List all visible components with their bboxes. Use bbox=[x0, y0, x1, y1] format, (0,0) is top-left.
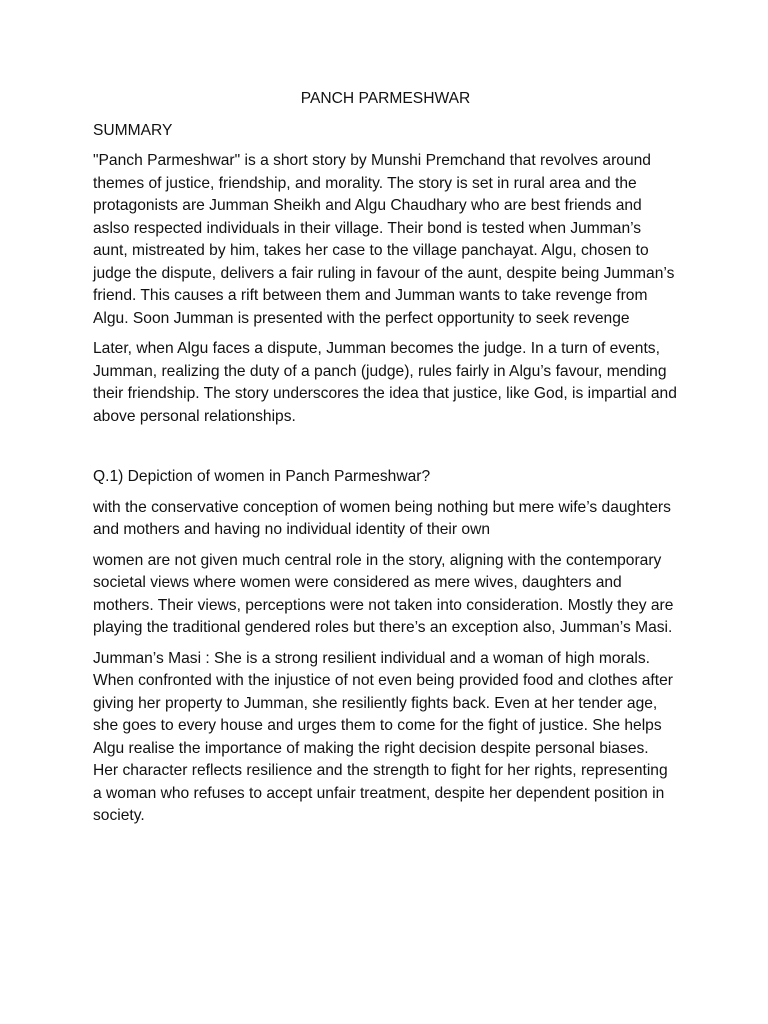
summary-paragraph: Later, when Algu faces a dispute, Jumman becomes the judge. In a turn of events, Jumman, realizing the duty of a panch (judge), rules fairly in Algu’s favour, mending their friendship. The story underscores the idea that justice, like God, is impartial and above personal relationships. bbox=[93, 340, 677, 425]
answer-paragraph: women are not given much central role in the story, aligning with the contemporary societal views where women were considered as mere wives, daughters and mothers. Their views, perceptions were not taken into consideration. Mostly they are playing the traditional gendered roles but there’s an exception also, Jumman’s Masi. bbox=[93, 551, 674, 636]
summary-heading: SUMMARY bbox=[93, 121, 173, 139]
document-body bbox=[93, 88, 678, 836]
question-heading: Q.1) Depiction of women in Panch Parmeshwar? bbox=[93, 468, 431, 485]
summary-paragraph: "Panch Parmeshwar" is a short story by Munshi Premchand that revolves around themes of justice, friendship, and morality. The story is set in rural area and the protagonists are Jumman Sheikh and Algu Chaudhary who are best friends and aslso respected individuals in their village. Their bond is tested when Jumman’s aunt, mistreated by him, takes her case to the village panchayat. Algu, chosen to judge the dispute, delivers a fair ruling in favour of the aunt, despite being Jumman’s friend. This causes a rift between them and Jumman wants to take revenge from Algu. Soon Jumman is presented with the perfect opportunity to seek revenge bbox=[93, 152, 675, 327]
blank-line bbox=[93, 436, 678, 466]
document-title: PANCH PARMESHWAR bbox=[300, 90, 471, 107]
answer-paragraph: Jumman’s Masi : She is a strong resilient individual and a woman of high morals. When confronted with the injustice of not even being provided food and clothes after giving her property to Jumman, she resiliently fights back. Even at her tender age, she goes to every house and urges them to come for the fight of justice. She helps Algu realise the importance of making the right decision despite personal biases. Her character reflects resilience and the strength to fight for her rights, representing a woman who refuses to accept unfair treatment, despite her dependent position in society. bbox=[93, 649, 673, 824]
answer-paragraph: with the conservative conception of women being nothing but mere wife’s daughters and mothers and having no individual identity of their own bbox=[93, 498, 671, 538]
